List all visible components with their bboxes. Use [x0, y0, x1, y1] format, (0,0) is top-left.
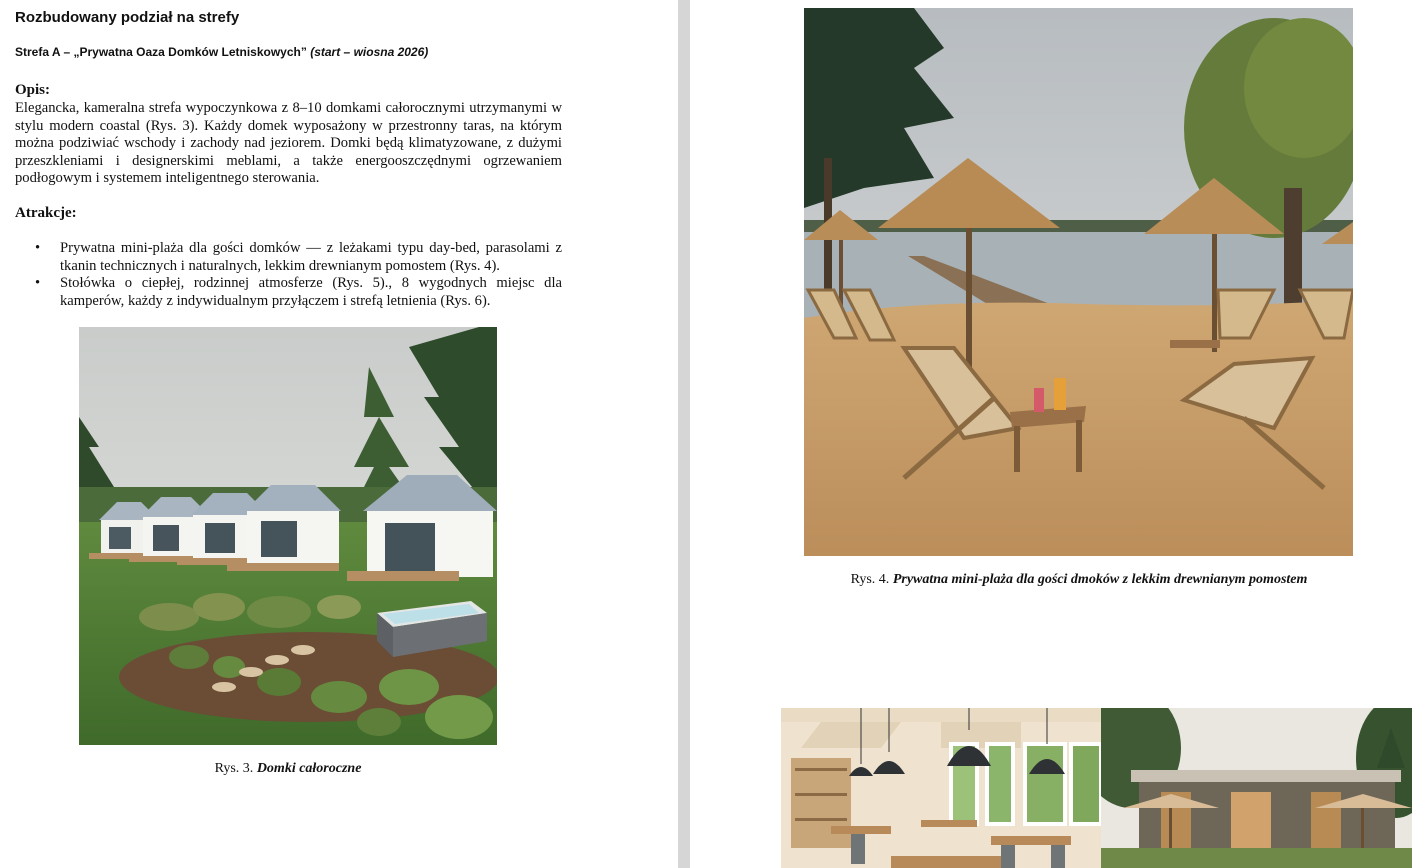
bullet: • [35, 275, 41, 292]
section-title: Rozbudowany podział na strefy [15, 9, 240, 26]
zone-start-date: (start – wiosna 2026) [310, 45, 429, 59]
figure4-caption-prefix: Rys. 4. [850, 572, 890, 587]
figure-canteen-image [781, 708, 1101, 868]
attractions-list [15, 240, 562, 310]
figure3-caption [79, 761, 497, 777]
zone-title [15, 45, 428, 59]
attraction-text: Stołówka o ciepłej, rodzinnej atmosferze (Rys. 5)., 8 wygodnych miejsc dla kamperów, każdy z indywidualnym przyłączem i strefą letnienia (Rys. 6). [60, 275, 562, 309]
attractions-label: Atrakcje: [15, 205, 77, 221]
attraction-text: Prywatna mini-plaża dla gości domków — z leżakami typu day-bed, parasolami z tkanin technicznych i naturalnych, lekkim drewnianym pomostem (Rys. 4). [60, 240, 562, 274]
figure3-caption-prefix: Rys. 3. [214, 761, 254, 776]
figure3-caption-title: Domki całoroczne [256, 761, 362, 776]
list-item [15, 275, 562, 310]
bullet: • [35, 240, 41, 256]
document-page-left [0, 0, 678, 868]
figure-cottages-image [79, 327, 497, 745]
description-label: Opis: [15, 82, 51, 98]
figure-camper-pavilion-image [1101, 708, 1412, 868]
figure-beach-image [804, 8, 1353, 556]
zone-name: Strefa A – „Prywatna Oaza Domków Letniskowych” [15, 45, 307, 59]
list-item [15, 240, 562, 275]
figure4-caption-title: Prywatna mini-plaża dla gości dmoków z lekkim drewnianym pomostem [892, 572, 1308, 587]
description-paragraph: Elegancka, kameralna strefa wypoczynkowa z 8–10 domkami całorocznymi utrzymanymi w stylu modern coastal (Rys. 3). Każdy domek wyposażony w przestronny taras, na którym można podziwiać wschody i zachody nad jeziorem. Domki będą klimatyzowane, z dużymi przeszkleniami i designerskimi meblami, a także energooszczędnymi ogrzewaniem podłogowym i systemem inteligentnego sterowania. [15, 100, 562, 187]
figure4-caption [790, 572, 1368, 588]
